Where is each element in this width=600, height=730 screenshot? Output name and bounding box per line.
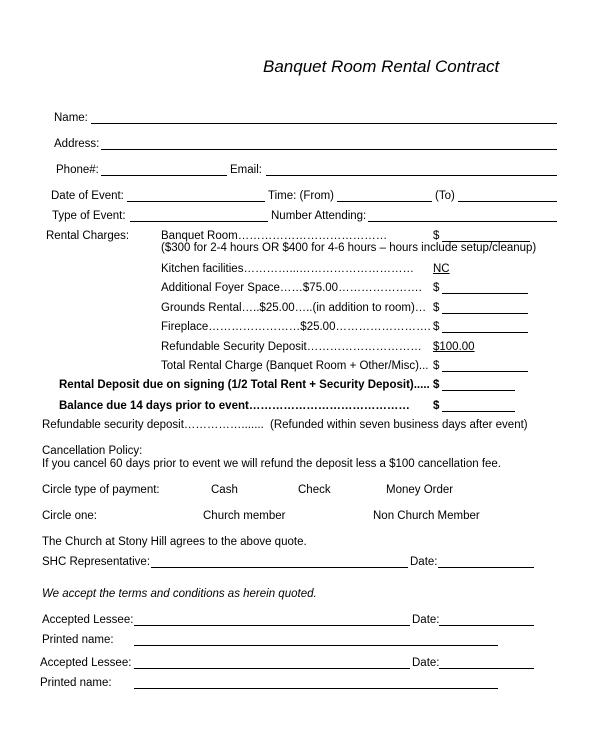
foyer-amount-field[interactable] xyxy=(442,293,528,294)
number-attending-label: Number Attending: xyxy=(271,210,367,222)
fireplace-amount-field[interactable] xyxy=(442,332,528,333)
printed-name-field-1[interactable] xyxy=(134,645,498,646)
refund-label: Refundable security deposit……………....... xyxy=(42,419,264,431)
grounds-amount-field[interactable] xyxy=(442,313,528,314)
shc-date-field[interactable] xyxy=(438,567,534,568)
time-from-field[interactable] xyxy=(337,201,432,202)
shc-date-label: Date: xyxy=(410,556,438,568)
printed-name-label-1: Printed name: xyxy=(42,634,114,646)
shc-representative-label: SHC Representative: xyxy=(42,556,151,568)
kitchen-line: Kitchen facilities…………...………………………… xyxy=(161,263,415,275)
church-agreement-text: The Church at Stony Hill agrees to the above quote. xyxy=(42,536,307,548)
membership-option-church-member[interactable]: Church member xyxy=(203,510,286,522)
time-to-label: (To) xyxy=(435,190,455,202)
fireplace-line: Fireplace……………………$25.00……………………. xyxy=(161,321,431,333)
balance-due-line: Balance due 14 days prior to event…………………………………… xyxy=(59,400,410,412)
balance-due-amount-field[interactable] xyxy=(442,411,515,412)
acceptance-text: We accept the terms and conditions as herein quoted. xyxy=(42,588,317,600)
membership-label: Circle one: xyxy=(42,510,97,522)
name-label: Name: xyxy=(54,112,88,124)
date-of-event-field[interactable] xyxy=(127,201,265,202)
rental-deposit-line: Rental Deposit due on signing (1/2 Total Rent + Security Deposit)..... xyxy=(59,379,430,391)
payment-option-money-order[interactable]: Money Order xyxy=(386,484,454,496)
lessee-date-label-2: Date: xyxy=(412,657,440,669)
type-of-event-label: Type of Event: xyxy=(52,210,126,222)
address-field[interactable] xyxy=(101,149,557,150)
total-charge-amount-field[interactable] xyxy=(442,371,528,372)
grounds-dollar: $ xyxy=(433,302,440,314)
email-label: Email: xyxy=(230,164,262,176)
refund-note: (Refunded within seven business days after event) xyxy=(270,419,528,431)
membership-option-non-church-member[interactable]: Non Church Member xyxy=(373,510,480,522)
number-attending-field[interactable] xyxy=(368,221,557,222)
phone-label: Phone#: xyxy=(56,164,99,176)
accepted-lessee-label-2: Accepted Lessee: xyxy=(40,657,132,669)
printed-name-field-2[interactable] xyxy=(134,688,498,689)
name-field[interactable] xyxy=(91,123,557,124)
foyer-line: Additional Foyer Space……$75.00…………………. xyxy=(161,282,422,294)
rental-deposit-dollar: $ xyxy=(433,379,440,391)
lessee-date-field-1[interactable] xyxy=(439,625,534,626)
time-from-label: Time: (From) xyxy=(268,190,335,202)
kitchen-amount: NC xyxy=(433,263,450,275)
banquet-room-line: Banquet Room………………………………… xyxy=(161,230,388,242)
payment-option-check[interactable]: Check xyxy=(298,484,331,496)
time-to-field[interactable] xyxy=(458,201,557,202)
payment-option-cash[interactable]: Cash xyxy=(211,484,238,496)
date-of-event-label: Date of Event: xyxy=(51,190,124,202)
rental-charges-label: Rental Charges: xyxy=(46,230,130,242)
document-title: Banquet Room Rental Contract xyxy=(263,57,500,76)
banquet-room-dollar: $ xyxy=(433,230,440,242)
rental-deposit-amount-field[interactable] xyxy=(442,390,515,391)
accepted-lessee-field-2[interactable] xyxy=(134,668,410,669)
email-field[interactable] xyxy=(266,175,557,176)
cancellation-heading: Cancellation Policy: xyxy=(42,445,143,457)
address-label: Address: xyxy=(54,138,100,150)
fireplace-dollar: $ xyxy=(433,321,440,333)
accepted-lessee-field-1[interactable] xyxy=(134,625,410,626)
security-deposit-line: Refundable Security Deposit………………………… xyxy=(161,341,422,353)
cancellation-text: If you cancel 60 days prior to event we will refund the deposit less a $100 cancellation fee. xyxy=(42,458,501,470)
phone-field[interactable] xyxy=(101,175,227,176)
printed-name-label-2: Printed name: xyxy=(40,677,112,689)
shc-representative-field[interactable] xyxy=(151,567,408,568)
total-charge-dollar: $ xyxy=(433,360,440,372)
foyer-dollar: $ xyxy=(433,282,440,294)
banquet-room-note: ($300 for 2-4 hours OR $400 for 4-6 hours – hours include setup/cleanup) xyxy=(161,242,537,254)
grounds-line: Grounds Rental…..$25.00…..(in addition to room)… xyxy=(161,302,427,314)
accepted-lessee-label-1: Accepted Lessee: xyxy=(42,614,134,626)
type-of-event-field[interactable] xyxy=(130,221,268,222)
payment-label: Circle type of payment: xyxy=(42,484,160,496)
lessee-date-label-1: Date: xyxy=(412,614,440,626)
total-charge-line: Total Rental Charge (Banquet Room + Other/Misc)... xyxy=(161,360,429,372)
lessee-date-field-2[interactable] xyxy=(439,668,534,669)
security-deposit-amount: $100.00 xyxy=(433,341,475,353)
balance-due-dollar: $ xyxy=(433,400,440,412)
